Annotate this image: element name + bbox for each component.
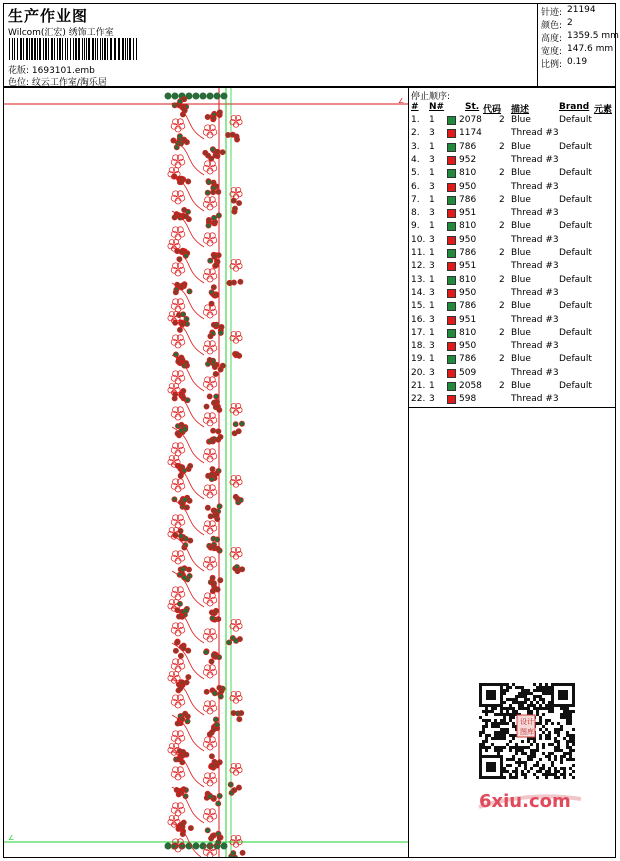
row-description: Blue [511, 301, 531, 312]
row-description: Blue [511, 354, 531, 365]
row-brand: Default [559, 168, 592, 179]
table-row [409, 115, 615, 128]
table-row [409, 381, 615, 394]
row-index: 9. [411, 221, 420, 232]
lace-pattern [165, 93, 246, 858]
row-stitches: 810 [459, 168, 477, 179]
thread-color-swatch [447, 276, 456, 285]
qr-code-icon [469, 679, 585, 811]
row-index: 8. [411, 208, 420, 219]
row-needle: 1 [429, 194, 435, 205]
thread-color-swatch [447, 329, 456, 338]
stat-width: 宽度: 147.6 mm [541, 44, 614, 57]
row-stitches: 786 [459, 301, 477, 312]
barcode-icon [9, 38, 139, 60]
table-row [409, 248, 615, 261]
row-description: Blue [511, 168, 531, 179]
seal-char: 设 [520, 718, 527, 726]
table-row [409, 315, 615, 328]
thread-color-swatch [447, 116, 456, 125]
watermark-site: 6xiu.com [479, 791, 571, 811]
table-row [409, 182, 615, 195]
bottom-marker-icon: ∠ [8, 834, 15, 842]
row-needle: 3 [429, 234, 435, 245]
header-info [4, 4, 536, 86]
table-row [409, 301, 615, 314]
table-row [409, 128, 615, 141]
col-header-stitches: St. [465, 102, 480, 112]
table-row [409, 208, 615, 221]
row-needle: 3 [429, 287, 435, 298]
row-description: Blue [511, 115, 531, 125]
row-description: Blue [511, 274, 531, 285]
col-header-needle: N# [429, 102, 445, 112]
table-row [409, 155, 615, 168]
table-row [409, 368, 615, 381]
row-code: 2 [499, 301, 505, 312]
embroidery-design [4, 88, 408, 857]
design-file-label: 花版: 1693101.emb [8, 66, 95, 76]
row-description: Thread #3 [511, 128, 559, 139]
row-needle: 3 [429, 128, 435, 139]
row-needle: 3 [429, 261, 435, 272]
design-canvas [3, 87, 409, 858]
seal-char: 库 [527, 728, 534, 736]
row-description: Blue [511, 221, 531, 232]
row-needle: 3 [429, 208, 435, 219]
row-needle: 1 [429, 168, 435, 179]
row-description: Thread #3 [511, 314, 559, 325]
row-code: 2 [499, 115, 505, 125]
row-brand: Default [559, 141, 592, 152]
row-needle: 1 [429, 381, 435, 391]
row-brand: Default [559, 354, 592, 365]
row-index: 15. [411, 301, 426, 312]
row-index: 2. [411, 128, 420, 139]
thread-color-swatch [447, 209, 456, 218]
row-needle: 1 [429, 115, 435, 125]
thread-color-swatch [447, 156, 456, 165]
row-brand: Default [559, 194, 592, 205]
row-description: Thread #3 [511, 287, 559, 298]
row-description: Thread #3 [511, 394, 559, 405]
stats-panel [537, 4, 619, 86]
row-brand: Default [559, 115, 592, 125]
row-code: 2 [499, 221, 505, 232]
row-brand: Default [559, 248, 592, 258]
row-description: Blue [511, 327, 531, 338]
row-stitches: 509 [459, 367, 477, 378]
row-index: 16. [411, 314, 426, 325]
table-row [409, 354, 615, 367]
row-stitches: 786 [459, 354, 477, 365]
row-code: 2 [499, 274, 505, 285]
row-index: 4. [411, 154, 420, 165]
row-code: 2 [499, 327, 505, 338]
row-code: 2 [499, 168, 505, 179]
thread-color-swatch [447, 382, 456, 391]
row-description: Thread #3 [511, 208, 559, 219]
row-needle: 1 [429, 141, 435, 152]
table-row [409, 288, 615, 301]
thread-color-swatch [447, 342, 456, 351]
row-description: Blue [511, 381, 531, 391]
row-needle: 1 [429, 301, 435, 312]
watermark-block [469, 679, 585, 811]
row-index: 18. [411, 341, 426, 352]
row-stitches: 810 [459, 274, 477, 285]
row-needle: 1 [429, 354, 435, 365]
seal-char: 计 [527, 718, 534, 726]
row-stitches: 951 [459, 314, 477, 325]
row-code: 2 [499, 194, 505, 205]
row-brand: Default [559, 221, 592, 232]
row-index: 10. [411, 234, 426, 245]
thread-color-swatch [447, 143, 456, 152]
table-row [409, 142, 615, 155]
row-stitches: 2078 [459, 115, 482, 125]
table-row [409, 221, 615, 234]
table-row [409, 328, 615, 341]
stat-colors: 颜色: 2 [541, 18, 573, 31]
row-description: Thread #3 [511, 234, 559, 245]
row-code: 2 [499, 141, 505, 152]
thread-color-swatch [447, 289, 456, 298]
row-index: 14. [411, 287, 426, 298]
row-index: 12. [411, 261, 426, 272]
row-stitches: 950 [459, 341, 477, 352]
row-needle: 3 [429, 314, 435, 325]
table-row [409, 275, 615, 288]
table-row [409, 195, 615, 208]
row-stitches: 598 [459, 394, 477, 405]
col-header-description: 描述 [511, 105, 530, 115]
row-description: Blue [511, 194, 531, 205]
row-brand: Default [559, 274, 592, 285]
row-stitches: 951 [459, 208, 477, 219]
row-index: 20. [411, 367, 426, 378]
thread-color-swatch [447, 129, 456, 138]
row-needle: 3 [429, 181, 435, 192]
thread-color-swatch [447, 236, 456, 245]
row-index: 7. [411, 194, 420, 205]
row-stitches: 1174 [459, 128, 482, 139]
row-needle: 3 [429, 341, 435, 352]
thread-color-swatch [447, 369, 456, 378]
row-needle: 3 [429, 154, 435, 165]
row-code: 2 [499, 354, 505, 365]
row-index: 22. [411, 394, 426, 405]
row-stitches: 950 [459, 234, 477, 245]
row-index: 17. [411, 327, 426, 338]
row-needle: 1 [429, 327, 435, 338]
row-stitches: 952 [459, 154, 477, 165]
row-needle: 1 [429, 274, 435, 285]
thread-color-swatch [447, 316, 456, 325]
row-index: 11. [411, 248, 426, 258]
row-brand: Default [559, 301, 592, 312]
thread-color-swatch [447, 183, 456, 192]
stat-stitches: 针迹: 21194 [541, 5, 596, 18]
row-description: Thread #3 [511, 261, 559, 272]
row-description: Thread #3 [511, 341, 559, 352]
row-index: 21. [411, 381, 426, 391]
row-brand: Default [559, 327, 592, 338]
row-brand: Default [559, 381, 592, 391]
top-marker-icon: ∠ [398, 97, 405, 105]
row-description: Blue [511, 248, 531, 258]
row-index: 19. [411, 354, 426, 365]
row-description: Thread #3 [511, 181, 559, 192]
row-needle: 1 [429, 221, 435, 232]
color-scheme-label: 色位: 纹云工作室/淘乐居 [8, 78, 107, 88]
page-title: 生产作业图 [8, 7, 89, 25]
row-needle: 1 [429, 248, 435, 258]
subtitle: Wilcom(汇宏) 绣饰工作室 [8, 28, 114, 38]
row-stitches: 786 [459, 141, 477, 152]
seal-char: 图 [520, 728, 527, 736]
row-code: 2 [499, 381, 505, 391]
table-row [409, 261, 615, 274]
row-stitches: 786 [459, 248, 477, 258]
row-needle: 3 [429, 367, 435, 378]
thread-color-swatch [447, 249, 456, 258]
row-index: 5. [411, 168, 420, 179]
table-row [409, 168, 615, 181]
thread-color-swatch [447, 302, 456, 311]
table-row [409, 394, 615, 407]
stat-scale: 比例: 0.19 [541, 57, 588, 70]
row-stitches: 950 [459, 287, 477, 298]
row-code: 2 [499, 248, 505, 258]
thread-color-swatch [447, 395, 456, 404]
stop-sequence-panel [408, 87, 616, 408]
col-header-code: 代码 [483, 105, 502, 115]
row-description: Blue [511, 141, 531, 152]
row-index: 6. [411, 181, 420, 192]
thread-color-swatch [447, 222, 456, 231]
row-stitches: 786 [459, 194, 477, 205]
thread-color-swatch [447, 196, 456, 205]
row-index: 3. [411, 141, 420, 152]
row-index: 13. [411, 274, 426, 285]
row-description: Thread #3 [511, 154, 559, 165]
row-needle: 3 [429, 394, 435, 405]
col-header-brand: Brand [559, 102, 590, 112]
col-header-index: # [411, 102, 419, 112]
thread-color-swatch [447, 262, 456, 271]
table-row [409, 341, 615, 354]
row-stitches: 950 [459, 181, 477, 192]
row-stitches: 951 [459, 261, 477, 272]
stat-height: 高度: 1359.5 mm [541, 31, 619, 44]
row-index: 1. [411, 115, 420, 125]
thread-color-swatch [447, 355, 456, 364]
col-header-element: 元素 [594, 105, 613, 115]
row-stitches: 810 [459, 221, 477, 232]
row-stitches: 2058 [459, 381, 482, 391]
row-stitches: 810 [459, 327, 477, 338]
stop-sequence-title: 停止顺序: [411, 92, 451, 102]
table-row [409, 235, 615, 248]
header-panel [3, 3, 619, 88]
thread-color-swatch [447, 169, 456, 178]
row-description: Thread #3 [511, 367, 559, 378]
